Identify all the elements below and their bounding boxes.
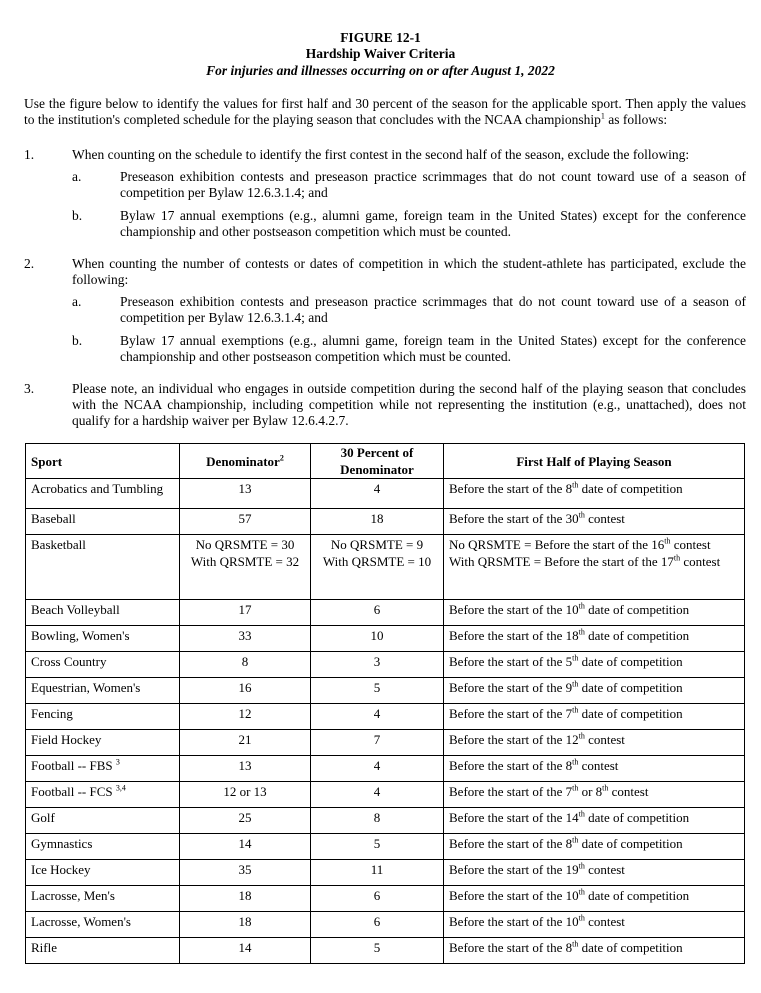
ordinal-suffix: th <box>572 679 579 689</box>
cell-thirty-percent: 10 <box>311 626 444 652</box>
cell-denominator: 33 <box>180 626 311 652</box>
cell-thirty-percent: 5 <box>311 678 444 704</box>
cell-sport: Football -- FCS $^{3,4}$ <box>26 782 180 808</box>
cell-sport: Rifle <box>26 938 180 964</box>
cell-thirty-percent: 6 <box>311 912 444 938</box>
ordinal-suffix: th <box>572 757 579 767</box>
table-row <box>26 886 745 912</box>
cell-sport: Ice Hockey <box>26 860 180 886</box>
cell-denominator: 25 <box>180 808 311 834</box>
table-row <box>26 678 745 704</box>
ordinal-suffix: th <box>578 731 585 741</box>
sport-footnote: 3,4 <box>115 783 126 793</box>
cell-denominator: 35 <box>180 860 311 886</box>
sub-item-text: Bylaw 17 annual exemptions (e.g., alumni game, foreign team in the United States) except for the conference championship and other postseason competition which must be counted. <box>120 208 746 239</box>
figure-number: FIGURE 12-1 <box>340 30 421 45</box>
cell-first-half: No QRSMTE = Before the start of the 16th contest With QRSMTE = Before the start of the 17th contest <box>444 535 745 600</box>
cell-sport: Lacrosse, Men's <box>26 886 180 912</box>
ordinal-suffix: th <box>602 783 609 793</box>
cell-first-half: Before the start of the 30th contest <box>444 509 745 535</box>
table-row <box>26 479 745 509</box>
cell-first-half: Before the start of the 10th date of competition <box>444 600 745 626</box>
cell-thirty-percent: 5 <box>311 834 444 860</box>
cell-first-half: Before the start of the 7th or 8th contest <box>444 782 745 808</box>
cell-sport: Field Hockey <box>26 730 180 756</box>
table-row <box>26 808 745 834</box>
intro-footnote: 1 <box>600 111 605 121</box>
ordinal-suffix: th <box>664 536 671 546</box>
cell-sport: Baseball <box>26 509 180 535</box>
cell-first-half: Before the start of the 8th contest <box>444 756 745 782</box>
ordinal-suffix: th <box>578 861 585 871</box>
ordinal-suffix: th <box>578 601 585 611</box>
cell-denominator: 13 <box>180 479 311 509</box>
sub-item-letter: b. <box>72 208 83 223</box>
table-row <box>26 626 745 652</box>
cell-denominator: 13 <box>180 756 311 782</box>
cell-first-half: Before the start of the 18th date of competition <box>444 626 745 652</box>
cell-sport: Cross Country <box>26 652 180 678</box>
cell-sport: Basketball <box>26 535 180 600</box>
sub-item-letter: a. <box>72 294 82 309</box>
ordinal-suffix: th <box>572 835 579 845</box>
figure-title: Hardship Waiver Criteria <box>305 46 456 61</box>
cell-first-half: Before the start of the 8th date of competition <box>444 479 745 509</box>
cell-first-half: Before the start of the 8th date of competition <box>444 834 745 860</box>
cell-denominator: 12 <box>180 704 311 730</box>
cell-denominator: 16 <box>180 678 311 704</box>
sub-item-text: Preseason exhibition contests and preseason practice scrimmages that do not count toward use of a season of competition per Bylaw 12.6.3.1.4; and <box>120 294 746 325</box>
item-number: 2. <box>24 256 35 271</box>
cell-first-half: Before the start of the 10th contest <box>444 912 745 938</box>
cell-thirty-percent: 7 <box>311 730 444 756</box>
item-text: When counting the number of contests or dates of competition in which the student-athlete has participated, exclude the following: <box>72 256 746 287</box>
cell-first-half: Before the start of the 9th date of competition <box>444 678 745 704</box>
ordinal-suffix: th <box>572 939 579 949</box>
cell-denominator: No QRSMTE = 30 With QRSMTE = 32 <box>180 535 311 600</box>
cell-sport: Football -- FBS $^3$ <box>26 756 180 782</box>
ordinal-suffix: th <box>572 480 579 490</box>
table-row <box>26 730 745 756</box>
cell-thirty-percent: 6 <box>311 886 444 912</box>
intro-text: Use the figure below to identify the values for first half and 30 percent of the season for the applicable sport. Then apply the values to the institution's completed schedule for the playing season that concludes with the NCAA championship <box>24 96 746 127</box>
cell-thirty-percent: 4 <box>311 756 444 782</box>
item-text: Please note, an individual who engages in outside competition during the second half of the playing season that concludes with the NCAA championship, including competition while not representing the institution (e.g., unattached), does not qualify for a hardship waiver per Bylaw 12.6.4.2.7. <box>72 381 746 428</box>
intro-text-end: as follows: <box>604 112 668 127</box>
cell-sport: Fencing <box>26 704 180 730</box>
cell-first-half: Before the start of the 12th contest <box>444 730 745 756</box>
cell-thirty-percent: 6 <box>311 600 444 626</box>
cell-thirty-percent: 5 <box>311 938 444 964</box>
cell-denominator: 14 <box>180 834 311 860</box>
table-row <box>26 652 745 678</box>
ordinal-suffix: th <box>572 783 579 793</box>
sub-item-text: Bylaw 17 annual exemptions (e.g., alumni game, foreign team in the United States) except for the conference championship and other postseason competition which must be counted. <box>120 333 746 364</box>
cell-denominator: 17 <box>180 600 311 626</box>
cell-denominator: 18 <box>180 912 311 938</box>
cell-first-half: Before the start of the 14th date of competition <box>444 808 745 834</box>
cell-sport: Lacrosse, Women's <box>26 912 180 938</box>
ordinal-suffix: th <box>578 809 585 819</box>
cell-sport: Bowling, Women's <box>26 626 180 652</box>
cell-first-half: Before the start of the 7th date of competition <box>444 704 745 730</box>
table-row <box>26 912 745 938</box>
cell-sport: Golf <box>26 808 180 834</box>
cell-first-half: Before the start of the 8th date of competition <box>444 938 745 964</box>
ordinal-suffix: th <box>578 510 585 520</box>
item-number: 3. <box>24 381 35 396</box>
cell-first-half: Before the start of the 5th date of competition <box>444 652 745 678</box>
ordinal-suffix: th <box>578 887 585 897</box>
header-denominator: Denominator$^2$ <box>180 444 311 479</box>
cell-thirty-percent: 4 <box>311 782 444 808</box>
table-header-row <box>26 444 745 479</box>
table-row <box>26 782 745 808</box>
table-row <box>26 704 745 730</box>
ordinal-suffix: th <box>572 705 579 715</box>
cell-denominator: 12 or 13 <box>180 782 311 808</box>
cell-denominator: 14 <box>180 938 311 964</box>
cell-thirty-percent: 3 <box>311 652 444 678</box>
cell-thirty-percent: No QRSMTE = 9 With QRSMTE = 10 <box>311 535 444 600</box>
header-thirty-percent: 30 Percent of Denominator <box>311 444 444 479</box>
ordinal-suffix: th <box>673 553 681 563</box>
sub-item-letter: a. <box>72 169 82 184</box>
figure-subtitle: For injuries and illnesses occurring on or after August 1, 2022 <box>206 63 555 78</box>
cell-thirty-percent: 8 <box>311 808 444 834</box>
hardship-table <box>25 443 745 964</box>
cell-thirty-percent: 18 <box>311 509 444 535</box>
table-row <box>26 860 745 886</box>
header-first-half: First Half of Playing Season <box>444 444 745 479</box>
cell-sport: Beach Volleyball <box>26 600 180 626</box>
cell-thirty-percent: 4 <box>311 479 444 509</box>
sub-item-text: Preseason exhibition contests and preseason practice scrimmages that do not count toward use of a season of competition per Bylaw 12.6.3.1.4; and <box>120 169 746 200</box>
cell-first-half: Before the start of the 10th date of competition <box>444 886 745 912</box>
sub-item-letter: b. <box>72 333 83 348</box>
cell-thirty-percent: 4 <box>311 704 444 730</box>
table-row <box>26 509 745 535</box>
cell-sport: Acrobatics and Tumbling <box>26 479 180 509</box>
cell-thirty-percent: 11 <box>311 860 444 886</box>
item-number: 1. <box>24 147 35 162</box>
table-row <box>26 938 745 964</box>
table-row <box>26 535 745 600</box>
header-sport: Sport <box>26 444 180 479</box>
intro-paragraph <box>24 96 746 128</box>
sport-footnote: 3 <box>115 757 120 767</box>
table-row <box>26 756 745 782</box>
cell-sport: Equestrian, Women's <box>26 678 180 704</box>
ordinal-suffix: th <box>572 653 579 663</box>
table-row <box>26 834 745 860</box>
item-text: When counting on the schedule to identify the first contest in the second half of the season, exclude the following: <box>72 147 690 162</box>
cell-denominator: 57 <box>180 509 311 535</box>
ordinal-suffix: th <box>578 913 585 923</box>
table-row <box>26 600 745 626</box>
ordinal-suffix: th <box>578 627 585 637</box>
cell-sport: Gymnastics <box>26 834 180 860</box>
cell-denominator: 8 <box>180 652 311 678</box>
cell-denominator: 18 <box>180 886 311 912</box>
cell-first-half: Before the start of the 19th contest <box>444 860 745 886</box>
cell-denominator: 21 <box>180 730 311 756</box>
